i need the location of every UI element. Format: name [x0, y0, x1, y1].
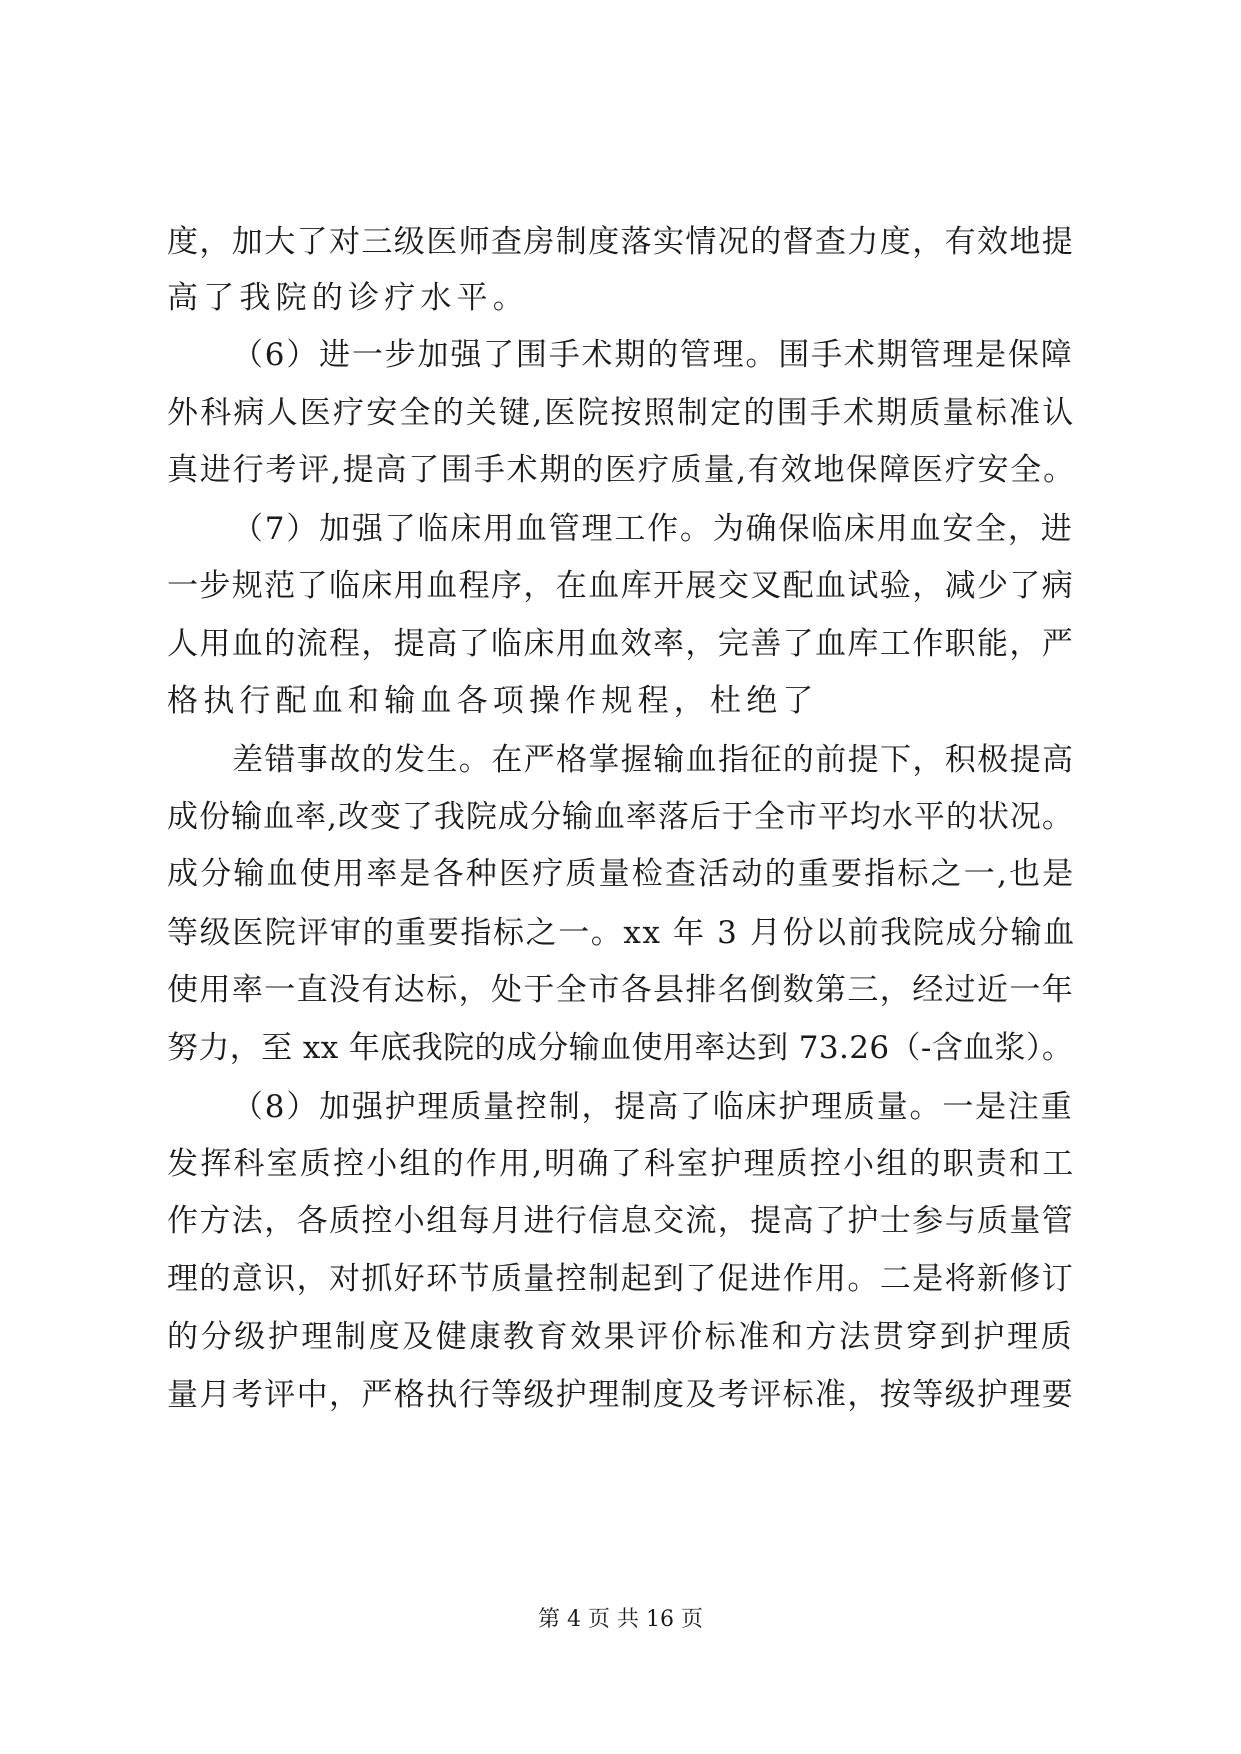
body-line: 外科病人医疗安全的关键,医院按照制定的围手术期质量标准认: [167, 395, 1076, 431]
body-line: 理的意识，对抓好环节质量控制起到了促进作用。二是将新修订: [167, 1261, 1075, 1297]
body-line: 等级医院评审的重要指标之一。xx 年 3 月份以前我院成分输血: [167, 915, 1076, 951]
body-line: 人用血的流程，提高了临床用血效率，完善了血库工作职能，严: [167, 626, 1075, 662]
body-line: 使用率一直没有达标，处于全市各县排名倒数第三，经过近一年: [167, 972, 1075, 1008]
body-line: 真进行考评,提高了围手术期的医疗质量,有效地保障医疗安全。: [167, 452, 1076, 488]
body-line: 一步规范了临床用血程序，在血库开展交叉配血试验，减少了病: [167, 568, 1075, 604]
body-line: 的分级护理制度及健康教育效果评价标准和方法贯穿到护理质: [167, 1319, 1075, 1355]
body-line: 努力，至 xx 年底我院的成分输血使用率达到 73.26（-含血浆）。: [167, 1030, 1074, 1066]
body-line: 度，加大了对三级医师查房制度落实情况的督查力度，有效地提: [167, 224, 1075, 260]
body-line: 成分输血使用率是各种医疗质量检查活动的重要指标之一,也是: [167, 856, 1076, 892]
body-line: 高了我院的诊疗水平。: [167, 280, 529, 316]
body-line: 作方法，各质控小组每月进行信息交流，提高了护士参与质量管: [167, 1203, 1075, 1239]
body-line: 差错事故的发生。在严格掌握输血指征的前提下，积极提高: [232, 742, 1075, 778]
body-line: （7）加强了临床用血管理工作。为确保临床用血安全，进: [232, 511, 1074, 547]
body-line: 成份输血率,改变了我院成分输血率落后于全市平均水平的状况。: [167, 799, 1074, 835]
body-line: 量月考评中，严格执行等级护理制度及考评标准，按等级护理要: [167, 1377, 1075, 1413]
body-line: （8）加强护理质量控制，提高了临床护理质量。一是注重: [232, 1089, 1074, 1125]
body-line: 格执行配血和输血各项操作规程，杜绝了: [167, 683, 819, 719]
body-line: （6）进一步加强了围手术期的管理。围手术期管理是保障: [232, 337, 1074, 373]
page-number-footer: 第 4 页 共 16 页: [538, 1607, 703, 1632]
body-line: 发挥科室质控小组的作用,明确了科室护理质控小组的职责和工: [167, 1146, 1076, 1182]
